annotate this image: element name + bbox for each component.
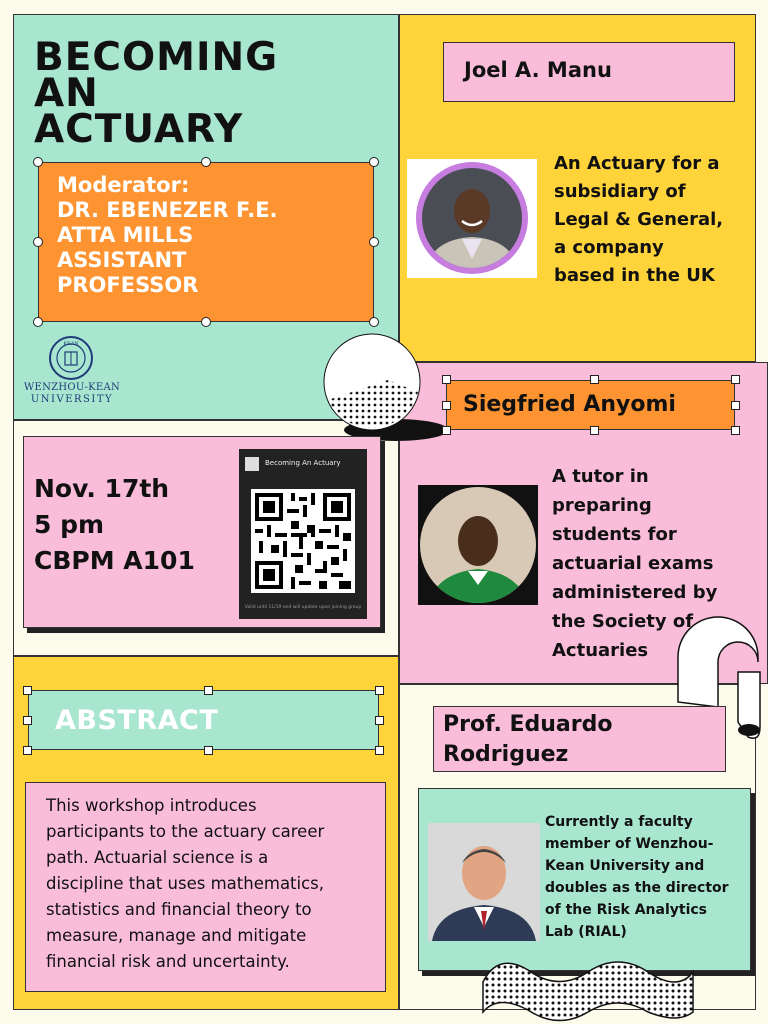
speaker1-photo-frame bbox=[407, 159, 537, 278]
bio-line: Kean University and bbox=[545, 858, 705, 874]
title-line: ACTUARY bbox=[34, 107, 244, 152]
selection-handle bbox=[204, 686, 213, 695]
speaker3-photo-icon bbox=[428, 823, 540, 941]
selection-handle bbox=[201, 317, 211, 327]
bio-line: Actuaries bbox=[552, 640, 649, 661]
bio-line: administered by bbox=[552, 582, 718, 603]
bio-line: Currently a faculty bbox=[545, 814, 693, 830]
abstract-line: measure, manage and mitigate bbox=[46, 926, 307, 945]
bio-line: the Society of bbox=[552, 611, 694, 632]
qr-code-icon bbox=[251, 489, 355, 593]
selection-handle bbox=[23, 746, 32, 755]
moderator-label: Moderator: bbox=[57, 173, 190, 197]
bio-line: of the Risk Analytics bbox=[545, 902, 708, 918]
bio-line: doubles as the director bbox=[545, 880, 729, 896]
event-date: Nov. 17th bbox=[34, 474, 170, 503]
selection-handle bbox=[33, 237, 43, 247]
moderator-name: DR. EBENEZER F.E. bbox=[57, 198, 278, 222]
abstract-line: path. Actuarial science is a bbox=[46, 848, 269, 867]
abstract-heading: ABSTRACT bbox=[55, 705, 219, 736]
selection-handle bbox=[33, 157, 43, 167]
bio-line: subsidiary of bbox=[554, 181, 686, 202]
bio-line: An Actuary for a bbox=[554, 153, 720, 174]
selection-handle bbox=[369, 317, 379, 327]
bio-line: based in the UK bbox=[554, 265, 715, 286]
abstract-line: statistics and financial theory to bbox=[46, 900, 312, 919]
university-logo bbox=[22, 335, 122, 410]
selection-handle bbox=[442, 375, 451, 384]
qr-group-name: Becoming An Actuary bbox=[265, 459, 341, 467]
abstract-line: discipline that uses mathematics, bbox=[46, 874, 325, 893]
selection-handle bbox=[204, 746, 213, 755]
moderator-name: ATTA MILLS bbox=[57, 223, 194, 247]
speaker2-photo-icon bbox=[418, 485, 538, 605]
decorative-wave-icon bbox=[478, 952, 698, 1022]
selection-handle bbox=[369, 237, 379, 247]
speaker3-name-box bbox=[433, 706, 726, 772]
abstract-line: financial risk and uncertainty. bbox=[46, 952, 290, 971]
speaker1-name-box bbox=[443, 42, 735, 102]
abstract-line: This workshop introduces bbox=[46, 796, 257, 815]
group-avatar-icon bbox=[245, 457, 259, 471]
bio-line: A tutor in bbox=[552, 466, 649, 487]
moderator-box bbox=[38, 162, 374, 322]
selection-handle bbox=[442, 401, 451, 410]
speaker2-photo-frame bbox=[418, 485, 538, 605]
selection-handle bbox=[731, 375, 740, 384]
selection-handle bbox=[375, 686, 384, 695]
university-name: WENZHOU-KEAN bbox=[23, 382, 121, 393]
selection-handle bbox=[590, 375, 599, 384]
event-time: 5 pm bbox=[34, 510, 105, 539]
bio-line: Lab (RIAL) bbox=[545, 924, 627, 940]
selection-handle bbox=[33, 317, 43, 327]
speaker3-name: Rodriguez bbox=[443, 742, 569, 767]
speaker1-photo-icon bbox=[407, 159, 537, 278]
qr-code-card[interactable] bbox=[239, 449, 367, 619]
bio-line: actuarial exams bbox=[552, 553, 714, 574]
selection-handle bbox=[731, 426, 740, 435]
moderator-title: PROFESSOR bbox=[57, 273, 199, 297]
abstract-line: participants to the actuary career bbox=[46, 822, 325, 841]
speaker3-name: Prof. Eduardo bbox=[443, 712, 613, 737]
university-name: UNIVERSITY bbox=[30, 394, 114, 405]
speaker2-name-box bbox=[446, 380, 735, 430]
selection-handle bbox=[23, 716, 32, 725]
seal-text: KEAN bbox=[63, 341, 79, 347]
speaker3-card bbox=[418, 788, 751, 971]
speaker1-bio bbox=[554, 150, 744, 290]
university-seal-icon bbox=[48, 335, 94, 381]
event-location: CBPM A101 bbox=[34, 546, 195, 575]
selection-handle bbox=[375, 746, 384, 755]
abstract-text-box bbox=[25, 782, 386, 992]
title-line: BECOMING bbox=[34, 35, 279, 80]
selection-handle bbox=[23, 686, 32, 695]
abstract-heading-box bbox=[28, 690, 379, 750]
bio-line: a company bbox=[554, 237, 664, 258]
selection-handle bbox=[590, 426, 599, 435]
selection-handle bbox=[369, 157, 379, 167]
selection-handle bbox=[731, 401, 740, 410]
selection-handle bbox=[442, 426, 451, 435]
bio-line: students for bbox=[552, 524, 677, 545]
decorative-circle-icon bbox=[318, 330, 458, 450]
bio-line: member of Wenzhou- bbox=[545, 836, 714, 852]
speaker3-bio bbox=[545, 811, 755, 943]
speaker2-name: Siegfried Anyomi bbox=[463, 392, 676, 417]
qr-footer: Valid until 11/19 and will update upon joining group bbox=[244, 605, 362, 610]
speaker1-name: Joel A. Manu bbox=[464, 58, 612, 82]
bio-line: Legal & General, bbox=[554, 209, 724, 230]
bio-line: preparing bbox=[552, 495, 652, 516]
moderator-title: ASSISTANT bbox=[57, 248, 187, 272]
poster-title bbox=[34, 35, 279, 152]
title-line: AN bbox=[34, 71, 99, 116]
selection-handle bbox=[375, 716, 384, 725]
selection-handle bbox=[201, 157, 211, 167]
event-card bbox=[23, 436, 381, 628]
